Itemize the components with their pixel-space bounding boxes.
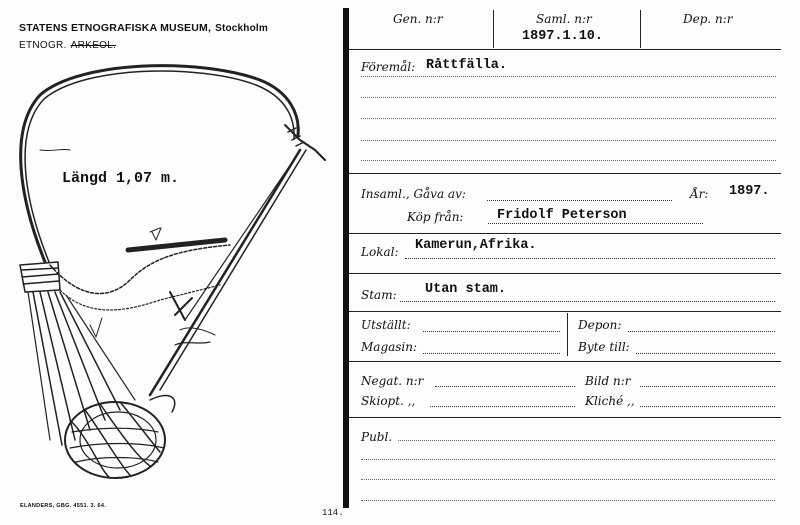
kliche-dotted-line [640, 406, 775, 407]
publ-rule-4 [361, 500, 775, 501]
utstallt-depon-divider [567, 313, 568, 356]
page-number: 114. [322, 508, 344, 518]
lokal-dotted-line [405, 258, 775, 259]
foremal-value: Råttfälla. [426, 58, 508, 73]
museum-city: Stockholm [215, 23, 268, 34]
depon-label: Depon: [578, 318, 622, 332]
saml-nr-value: 1897.1.10. [522, 29, 604, 44]
museum-name: STATENS ETNOGRAFISKA MUSEUM, [19, 22, 212, 34]
foremal-rule-1 [361, 76, 776, 77]
gen-nr-label: Gen. n:r [393, 12, 443, 26]
lokal-label: Lokal: [361, 245, 399, 259]
struck-department: ARKEOL. [70, 40, 117, 51]
skiopt-dotted-line [430, 406, 575, 407]
header-divider-2 [640, 10, 641, 48]
stam-dotted-line [400, 301, 775, 302]
kop-label: Köp från: [407, 210, 464, 224]
lokal-value: Kamerun,Afrika. [415, 238, 537, 253]
foremal-rule-3 [361, 118, 776, 119]
depon-dotted-line [628, 331, 775, 332]
stam-label: Stam: [361, 288, 397, 302]
stam-section-rule [349, 311, 781, 312]
stam-value: Utan stam. [425, 282, 507, 297]
foremal-section-rule [349, 173, 781, 174]
utstallt-dotted-line [423, 331, 560, 332]
magasin-dotted-line [423, 353, 560, 354]
kop-value: Fridolf Peterson [497, 208, 627, 223]
ar-label: År: [690, 187, 709, 201]
foremal-rule-4 [361, 140, 776, 141]
rat-trap-drawing [0, 0, 345, 525]
publ-rule-3 [361, 479, 775, 480]
kliche-label: Kliché ,, [585, 394, 635, 408]
foremal-label: Föremål: [361, 60, 416, 74]
insaml-section-rule [349, 233, 781, 234]
utstallt-label: Utställt: [361, 318, 411, 332]
length-note: Längd 1,07 m. [62, 170, 180, 187]
magasin-label: Magasin: [361, 340, 418, 354]
foremal-rule-5 [361, 160, 776, 161]
negat-dotted-line [435, 386, 575, 387]
kop-dotted-line [488, 223, 703, 224]
dep-nr-label: Dep. n:r [683, 12, 733, 26]
department-label: ETNOGR. [19, 40, 67, 51]
byte-label: Byte till: [578, 340, 630, 354]
publ-rule-2 [361, 459, 775, 460]
foremal-rule-2 [361, 97, 776, 98]
negat-label: Negat. n:r [361, 374, 424, 388]
publ-rule-1 [398, 440, 775, 441]
skiopt-label: Skiopt. ,, [361, 394, 416, 408]
utstallt-section-rule [349, 361, 781, 362]
header-rule [349, 49, 781, 50]
insaml-dotted-line [487, 200, 672, 201]
ar-value: 1897. [729, 184, 770, 199]
printer-imprint: ELANDERS, GBG. 4551. 3. 64. [20, 503, 107, 509]
bild-label: Bild n:r [585, 374, 631, 388]
header-divider-1 [493, 10, 494, 48]
insaml-label: Insaml., Gåva av: [361, 187, 466, 201]
lokal-section-rule [349, 273, 781, 274]
form-left-border [343, 8, 349, 508]
bild-dotted-line [640, 386, 775, 387]
negat-section-rule [349, 417, 781, 418]
byte-dotted-line [636, 353, 775, 354]
publ-label: Publ. [361, 430, 393, 444]
saml-nr-label: Saml. n:r [536, 12, 592, 26]
